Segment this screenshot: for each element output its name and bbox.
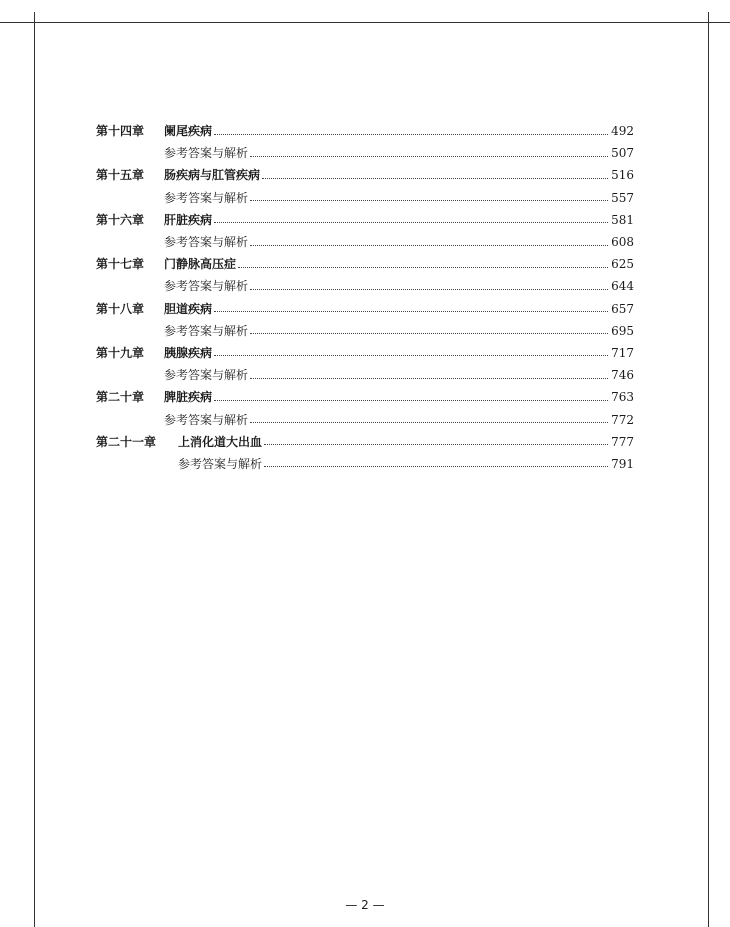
toc-sub-entry[interactable] (96, 453, 634, 475)
toc-sub-entry[interactable] (96, 142, 634, 164)
page-number: 791 (611, 456, 634, 471)
page-number: 557 (611, 190, 634, 205)
page-number: 581 (611, 212, 634, 227)
table-of-contents (96, 120, 634, 475)
dot-leader (250, 245, 608, 246)
page-number: 777 (611, 434, 634, 449)
page-number: 772 (611, 412, 634, 427)
crop-mark-left (34, 12, 35, 927)
sub-entry-title: 参考答案与解析 (164, 235, 249, 250)
chapter-number: 第十六章 (96, 212, 145, 227)
page-number: 717 (611, 345, 634, 360)
toc-chapter-entry[interactable] (96, 120, 634, 142)
sub-entry-title: 参考答案与解析 (164, 190, 249, 205)
dot-leader (262, 178, 608, 179)
sub-entry-title: 参考答案与解析 (178, 456, 263, 471)
chapter-title: 门静脉高压症 (164, 257, 237, 272)
sub-entry-title: 参考答案与解析 (164, 323, 249, 338)
toc-chapter-entry[interactable] (96, 431, 634, 453)
chapter-number: 第二十章 (96, 390, 145, 405)
page-number: 746 (611, 368, 634, 383)
chapter-title: 胆道疾病 (164, 301, 213, 316)
toc-chapter-entry[interactable] (96, 164, 634, 186)
chapter-title: 阑尾疾病 (164, 124, 213, 139)
page-number: 763 (611, 390, 634, 405)
sub-entry-title: 参考答案与解析 (164, 368, 249, 383)
toc-chapter-entry[interactable] (96, 209, 634, 231)
toc-chapter-entry[interactable] (96, 386, 634, 408)
dot-leader (214, 222, 608, 223)
crop-mark-top (0, 22, 730, 23)
dot-leader (250, 289, 608, 290)
page-number: 644 (611, 279, 634, 294)
chapter-number: 第十八章 (96, 301, 145, 316)
toc-sub-entry[interactable] (96, 408, 634, 430)
page-number: 492 (611, 124, 634, 139)
dot-leader (250, 378, 608, 379)
dot-leader (250, 156, 608, 157)
page-footer-number: — 2 — (345, 898, 385, 912)
chapter-title: 上消化道大出血 (178, 434, 263, 449)
dot-leader (264, 444, 608, 445)
chapter-title: 肠疾病与肛管疾病 (164, 168, 261, 183)
page-number: 625 (611, 257, 634, 272)
toc-sub-entry[interactable] (96, 231, 634, 253)
chapter-title: 肝脏疾病 (164, 212, 213, 227)
toc-sub-entry[interactable] (96, 364, 634, 386)
dot-leader (250, 422, 608, 423)
dot-leader (214, 355, 608, 356)
page-number: 608 (611, 235, 634, 250)
dot-leader (238, 267, 608, 268)
chapter-title: 脾脏疾病 (164, 390, 213, 405)
sub-entry-title: 参考答案与解析 (164, 146, 249, 161)
toc-chapter-entry[interactable] (96, 342, 634, 364)
toc-sub-entry[interactable] (96, 187, 634, 209)
page-number: 695 (611, 323, 634, 338)
toc-chapter-entry[interactable] (96, 298, 634, 320)
dot-leader (214, 134, 608, 135)
dot-leader (214, 311, 608, 312)
sub-entry-title: 参考答案与解析 (164, 279, 249, 294)
page-number: 516 (611, 168, 634, 183)
sub-entry-title: 参考答案与解析 (164, 412, 249, 427)
dot-leader (264, 466, 608, 467)
chapter-title: 胰腺疾病 (164, 345, 213, 360)
toc-sub-entry[interactable] (96, 320, 634, 342)
dot-leader (214, 400, 608, 401)
crop-mark-right (708, 12, 709, 927)
toc-chapter-entry[interactable] (96, 253, 634, 275)
chapter-number: 第十九章 (96, 345, 145, 360)
dot-leader (250, 333, 608, 334)
page-number: 507 (611, 146, 634, 161)
chapter-number: 第十四章 (96, 124, 145, 139)
chapter-number: 第十五章 (96, 168, 145, 183)
chapter-number: 第二十一章 (96, 434, 157, 449)
page-number: 657 (611, 301, 634, 316)
toc-sub-entry[interactable] (96, 275, 634, 297)
chapter-number: 第十七章 (96, 257, 145, 272)
dot-leader (250, 200, 608, 201)
